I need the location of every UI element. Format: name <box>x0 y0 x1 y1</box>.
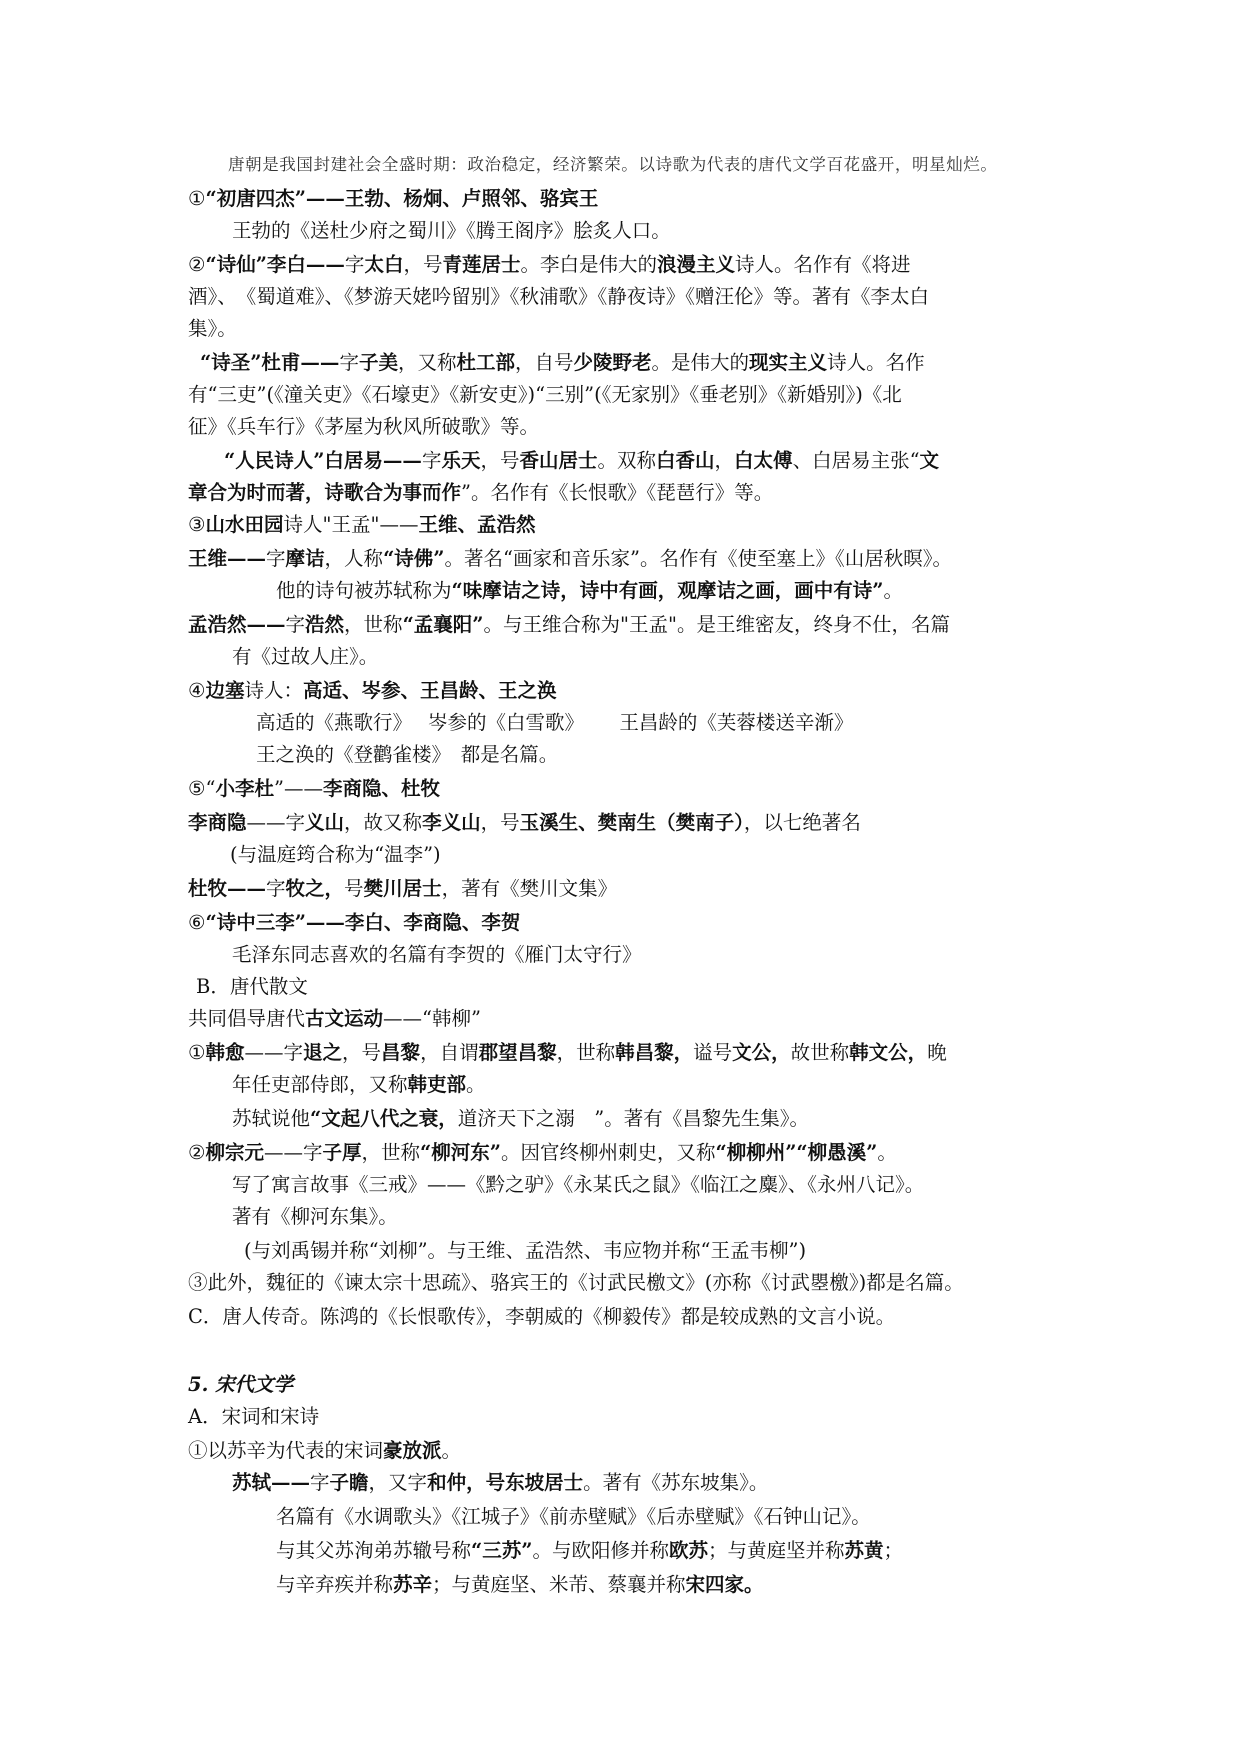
text-segment: “孟襄阳” <box>402 613 484 636</box>
text-segment: 有“三吏”(《潼关吏》《石壕吏》《新安吏》)“三别”(《无家别》《垂老别》《新婚别》)《北 <box>188 383 902 406</box>
text-segment: ——字 <box>246 811 306 834</box>
text-segment: 李商隐、杜牧 <box>322 777 440 800</box>
text-segment: 诗人。名作 <box>827 351 925 374</box>
text-segment: 王勃的《送杜少府之蜀川》《腾王阁序》脍炙人口。 <box>232 219 671 242</box>
text-segment: ，世称 <box>361 1141 421 1164</box>
text-segment: ①以苏辛为代表的宋词 <box>188 1439 384 1462</box>
text-line <box>188 250 911 280</box>
text-line <box>276 1502 871 1532</box>
text-segment: ④ <box>188 679 206 702</box>
text-segment: 。是伟大的 <box>651 351 750 374</box>
text-segment: “柳柳州”“柳愚溪” <box>715 1141 878 1164</box>
text-segment: 郡望昌黎 <box>478 1041 557 1064</box>
text-segment: 毛泽东同志喜欢的名篇有李贺的《雁门太守行》 <box>232 943 642 966</box>
text-segment: B．唐代散文 <box>196 975 308 998</box>
text-segment: ，自谓 <box>420 1041 479 1064</box>
text-line <box>196 972 308 1002</box>
text-segment: 现实主义 <box>749 351 828 374</box>
text-segment: 。著名“画家和音乐家”。名作有《使至塞上》《山居秋暝》。 <box>444 547 952 570</box>
text-segment: 章合为时而著，诗歌合为事而作 <box>188 481 462 504</box>
text-line <box>232 1202 398 1232</box>
text-segment: 。 <box>883 579 903 602</box>
text-segment: “初唐四杰”——王勃、杨炯、卢照邻、骆宾王 <box>205 187 599 210</box>
text-segment: 乐天 <box>441 449 481 472</box>
text-segment: ”—— <box>273 777 323 800</box>
text-segment: 字 <box>421 449 442 472</box>
text-segment: 少陵野老 <box>573 351 652 374</box>
text-segment: ； <box>883 1539 904 1562</box>
text-segment: 字 <box>266 547 286 570</box>
text-segment: ”。名作有《长恨歌》《琵琶行》等。 <box>461 481 774 504</box>
text-segment: C．唐人传奇。陈鸿的《长恨歌传》，李朝威的《柳毅传》都是较成熟的文言小说。 <box>188 1305 896 1328</box>
text-line <box>188 676 557 706</box>
text-segment: 李商隐 <box>188 811 247 834</box>
text-segment: 玉溪生、樊南生（樊南子） <box>519 811 744 834</box>
text-segment: “诗仙”李白—— <box>205 253 345 276</box>
text-segment: ① <box>188 187 206 210</box>
text-segment: 浪漫主义 <box>657 253 736 276</box>
text-segment: 樊川居士 <box>363 877 442 900</box>
text-line <box>200 348 925 378</box>
text-segment: 字 <box>285 613 306 636</box>
text-segment: 子厚 <box>322 1141 362 1164</box>
text-line <box>232 940 642 970</box>
text-segment: 诗人： <box>244 679 304 702</box>
text-line <box>276 1570 764 1600</box>
text-segment: ——字 <box>264 1141 323 1164</box>
text-segment: ② <box>188 1141 206 1164</box>
text-segment: 、白居易主张“ <box>792 449 920 472</box>
text-line <box>188 808 861 838</box>
text-line <box>188 544 952 574</box>
text-segment: 和仲，号东坡居士 <box>427 1471 584 1494</box>
text-segment: 苏黄 <box>844 1539 884 1562</box>
text-segment: “柳河东” <box>420 1141 501 1164</box>
text-line <box>188 1138 897 1168</box>
text-segment: 山水田园 <box>205 513 284 536</box>
text-line <box>232 1468 768 1498</box>
text-segment: ，故又称 <box>344 811 423 834</box>
text-line <box>232 1170 924 1200</box>
text-segment: ，著有《樊川文集》 <box>441 877 618 900</box>
text-segment: 王维—— <box>188 547 267 570</box>
text-segment: 苏辛 <box>393 1573 433 1596</box>
text-line <box>188 908 520 938</box>
text-segment: ，号 <box>480 449 520 472</box>
text-segment: 苏轼—— <box>232 1471 311 1494</box>
text-line <box>188 1038 947 1068</box>
text-line <box>188 412 539 442</box>
text-line <box>188 510 535 540</box>
text-segment: 文 <box>919 449 940 472</box>
text-line <box>188 610 950 640</box>
text-segment: 诗人。名作有《将进 <box>735 253 911 276</box>
text-segment: (与温庭筠合称为“温李”) <box>230 843 441 866</box>
text-segment: 5. 宋代文学 <box>188 1373 294 1396</box>
text-line <box>188 1402 319 1432</box>
text-segment: ，人称 <box>324 547 384 570</box>
text-segment: 唐朝是我国封建社会全盛时期：政治稳定，经济繁荣。以诗歌为代表的唐代文学百花盛开，明星灿烂。 <box>228 155 998 174</box>
text-segment: 诗人"王孟"—— <box>283 513 419 536</box>
text-segment: ——“韩柳” <box>383 1007 481 1030</box>
text-segment: 义山 <box>305 811 345 834</box>
text-segment: ③此外，魏征的《谏太宗十思疏》、骆宾王的《讨武民檄文》(亦称《讨武瞾檄》)都是名篇。 <box>188 1271 964 1294</box>
text-segment: (与刘禹锡并称“刘柳”。与王维、孟浩然、韦应物并称“王孟韦柳”) <box>244 1239 807 1262</box>
text-segment: 。著有《苏东坡集》。 <box>583 1471 769 1494</box>
text-line <box>244 1236 806 1266</box>
text-line <box>232 642 378 672</box>
text-segment: 白太傅 <box>734 449 793 472</box>
text-segment: ，又称 <box>397 351 457 374</box>
text-segment: 摩诘 <box>285 547 325 570</box>
text-segment: 征》《兵车行》《茅屋为秋风所破歌》等。 <box>188 415 540 438</box>
text-line <box>256 740 558 770</box>
text-line <box>232 216 671 246</box>
text-segment: 。双称 <box>597 449 657 472</box>
text-segment: 欧苏 <box>668 1539 708 1562</box>
text-segment: 白香山 <box>656 449 715 472</box>
text-segment: “诗中三李”——李白、李商隐、李贺 <box>205 911 521 934</box>
text-segment: 边塞 <box>205 679 245 702</box>
text-segment: 。 <box>877 1141 897 1164</box>
text-segment: 。 <box>466 1073 486 1096</box>
text-segment: 浩然 <box>305 613 345 636</box>
text-segment: ② <box>188 253 206 276</box>
text-segment: 小李杜 <box>215 777 274 800</box>
text-segment: 子瞻 <box>329 1471 369 1494</box>
text-segment: 昌黎 <box>381 1041 421 1064</box>
text-segment: ① <box>188 1041 206 1064</box>
text-segment: 王之涣的《登鹳雀楼》 都是名篇。 <box>256 743 559 766</box>
text-segment: 王维、孟浩然 <box>418 513 536 536</box>
text-segment: 高适的《燕歌行》 岑参的《白雪歌》 王昌龄的《芙蓉楼送辛渐》 <box>256 711 854 734</box>
text-segment: 他的诗句被苏轼称为 <box>276 579 452 602</box>
text-segment: 苏轼说他 <box>232 1107 311 1130</box>
text-segment: 字 <box>266 877 286 900</box>
text-segment: 韩昌黎， <box>615 1041 694 1064</box>
text-segment: ，自号 <box>515 351 574 374</box>
text-segment: 。因官终柳州刺史，又称 <box>500 1141 716 1164</box>
text-line <box>230 840 441 870</box>
text-segment: 宋四家。 <box>685 1573 764 1596</box>
text-segment: 集》。 <box>188 317 237 340</box>
text-segment: 酒》、 《蜀道难》、《梦游天姥吟留别》《秋浦歌》《静夜诗》《赠汪伦》等。著有《李太白 <box>188 285 930 308</box>
text-segment: 退之 <box>303 1041 343 1064</box>
text-segment: 。与欧阳修并称 <box>532 1539 669 1562</box>
text-segment: 李义山 <box>422 811 481 834</box>
text-line <box>188 874 617 904</box>
text-segment: “味摩诘之诗，诗中有画，观摩诘之画，画中有诗” <box>451 579 884 602</box>
text-segment: 。李白是伟大的 <box>520 253 657 276</box>
text-segment: ，号 <box>403 253 443 276</box>
text-segment: 著有《柳河东集》。 <box>232 1205 398 1228</box>
text-line <box>188 1004 481 1034</box>
text-line <box>188 774 440 804</box>
text-segment: 写了寓言故事《三戒》——《黔之驴》《永某氏之鼠》《临江之麋》、《永州八记》。 <box>232 1173 925 1196</box>
text-segment: 共同倡导唐代 <box>188 1007 306 1030</box>
text-segment: 青莲居士 <box>442 253 521 276</box>
text-segment: ⑥ <box>188 911 206 934</box>
text-segment: 杜牧—— <box>188 877 267 900</box>
text-segment: ——字 <box>244 1041 304 1064</box>
text-segment: 孟浩然—— <box>188 613 286 636</box>
text-segment: ③ <box>188 513 206 536</box>
text-segment: A．宋词和宋诗 <box>188 1405 320 1428</box>
text-segment: “三苏” <box>471 1539 533 1562</box>
text-segment: ；与黄庭坚并称 <box>707 1539 845 1562</box>
text-segment: 谥号 <box>693 1041 733 1064</box>
text-segment: ，世称 <box>344 613 403 636</box>
text-segment: 与其父苏洵弟苏辙号称 <box>276 1539 472 1562</box>
text-line <box>188 282 929 312</box>
text-segment: 晚 <box>927 1041 947 1064</box>
text-segment: 牧之， <box>285 877 345 900</box>
text-segment: 韩吏部 <box>407 1073 467 1096</box>
text-segment: “诗佛” <box>383 547 445 570</box>
text-line <box>276 1536 903 1566</box>
text-line <box>188 1302 895 1332</box>
text-segment: 文公， <box>732 1041 791 1064</box>
text-line <box>188 1370 293 1400</box>
text-segment: 韩愈 <box>205 1041 245 1064</box>
text-line <box>188 1268 964 1298</box>
text-segment: 子美 <box>358 351 398 374</box>
text-segment: ，号 <box>342 1041 382 1064</box>
text-segment: 香山居士 <box>519 449 598 472</box>
text-segment: ， <box>714 449 735 472</box>
text-segment: ，以七绝著名 <box>743 811 861 834</box>
text-segment: 号 <box>344 877 364 900</box>
text-segment: “诗圣”杜甫—— <box>200 351 340 374</box>
text-segment: ，号 <box>480 811 520 834</box>
text-line <box>276 576 903 606</box>
text-segment: 。与王维合称为"王孟"。是王维密友，终身不仕，名篇 <box>483 613 950 636</box>
text-segment: 年任吏部侍郎，又称 <box>232 1073 408 1096</box>
text-segment: 与辛弃疾并称 <box>276 1573 394 1596</box>
text-segment: 太白 <box>364 253 404 276</box>
text-line <box>188 1436 461 1466</box>
text-segment: 字 <box>344 253 365 276</box>
text-segment: 道济天下之溺 ”。著有《昌黎先生集》。 <box>457 1107 809 1130</box>
text-segment: ；与黄庭坚、米芾、蔡襄并称 <box>432 1573 686 1596</box>
text-line <box>224 446 939 476</box>
text-segment: 韩文公， <box>849 1041 928 1064</box>
text-segment: 有《过故人庄》。 <box>232 645 379 668</box>
text-segment: ，又字 <box>368 1471 428 1494</box>
text-segment: 杜工部 <box>456 351 515 374</box>
text-segment: “文起八代之衰， <box>310 1107 458 1130</box>
text-segment: 高适、岑参、王昌龄、王之涣 <box>303 679 557 702</box>
text-segment: 名篇有《水调歌头》《江城子》《前赤壁赋》《后赤壁赋》《石钟山记》。 <box>276 1505 871 1528</box>
text-segment: 柳宗元 <box>205 1141 264 1164</box>
text-line <box>232 1104 809 1134</box>
text-segment: “人民诗人”白居易—— <box>224 449 422 472</box>
text-segment: 故世称 <box>790 1041 850 1064</box>
text-line <box>188 380 902 410</box>
text-segment: 古文运动 <box>305 1007 384 1030</box>
text-segment: ⑤“ <box>188 777 216 800</box>
text-line <box>256 708 853 738</box>
text-line <box>188 314 237 344</box>
text-line <box>232 1070 486 1100</box>
text-segment: ，世称 <box>556 1041 616 1064</box>
text-segment: 字 <box>339 351 359 374</box>
text-segment: 豪放派 <box>383 1439 442 1462</box>
text-line <box>228 150 998 180</box>
text-segment: 。 <box>441 1439 462 1462</box>
text-line <box>188 184 598 214</box>
text-line <box>188 478 773 508</box>
text-segment: 字 <box>310 1471 330 1494</box>
